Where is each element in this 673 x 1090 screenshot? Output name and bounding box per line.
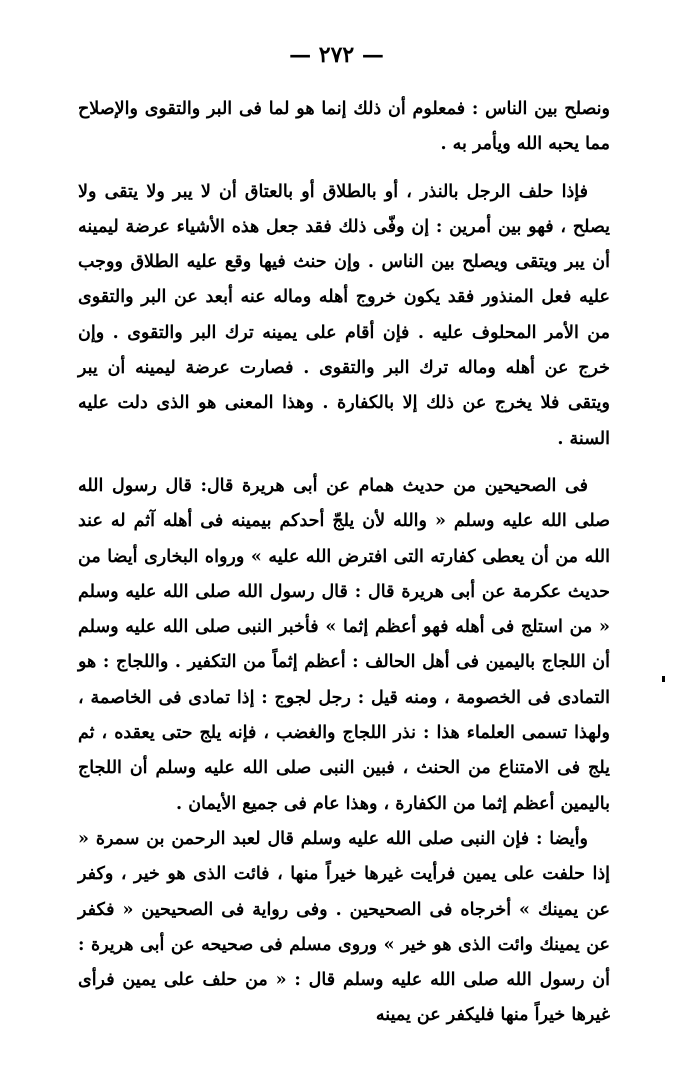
margin-mark <box>662 676 665 682</box>
paragraph-oath-matter: فإذا حلف الرجل بالنذر ، أو بالطلاق أو بالعتاق أن لا يبر ولا يتقى ولا يصلح ، فهو بين أمرين : إن وفّى ذلك فقد جعل هذه الأشياء عرضة ليمينه أن يبر ويتقى ويصلح بين الناس . وإن حنث فيها وقع عليه الطلاق ووجب عليه فعل المنذور فقد يكون خروج أهله وماله عنه أبعد عن البر والتقوى من الأمر المحلوف عليه . فإن أقام على يمينه ترك البر والتقوى . وإن خرج عن أهله وماله ترك البر والتقوى . فصارت عرضة ليمينه أن يبر ويتقى فلا يخرج عن ذلك إلا بالكفارة . وهذا المعنى هو الذى دلت عليه السنة . <box>78 181 610 449</box>
paragraph-abdulrahman-hadith: وأيضا : فإن النبى صلى الله عليه وسلم قال لعبد الرحمن بن سمرة « إذا حلفت على يمين فرأيت غيرها خيراً منها ، فائت الذى هو خير ، وكفر عن يمينك » أخرجاه فى الصحيحين . وفى رواية فى الصحيحين « فكفر عن يمينك وائت الذى هو خير » وروى مسلم فى صحيحه عن أبى هريرة : أن رسول الله صلى الله عليه وسلم قال : « من حلف على يمين فرأى غيرها خيراً منها فليكفر عن يمينه <box>78 828 610 1026</box>
body-text <box>78 92 610 1034</box>
page-number: — ٢٧٢ — <box>289 42 384 68</box>
paragraph-continuation: ونصلح بين الناس : فمعلوم أن ذلك إنما هو لما فى البر والتقوى والإصلاح مما يحبه الله ويأمر به . <box>78 99 610 155</box>
paragraph-hadith-sahihain: فى الصحيحين من حديث همام عن أبى هريرة قال: قال رسول الله صلى الله عليه وسلم « والله لأن يلجّ أحدكم بيمينه فى أهله آثم له عند الله من أن يعطى كفارته التى افترض الله عليه » ورواه البخارى أيضا من حديث عكرمة عن أبى هريرة قال : قال رسول الله صلى الله عليه وسلم « من استلج فى أهله فهو أعظم إثما » فأخبر النبى صلى الله عليه وسلم أن اللجاج باليمين فى أهل الحالف : أعظم إثماً من التكفير . واللجاج : هو التمادى فى الخصومة ، ومنه قيل : رجل لجوج : إذا تمادى فى الخاصمة ، ولهذا تسمى العلماء هذا : نذر اللجاج والغضب ، فإنه يلج حتى يعقده ، ثم يلج فى الامتناع من الحنث ، فبين النبى صلى الله عليه وسلم أن اللجاج باليمين أعظم إثما من الكفارة ، وهذا عام فى جميع الأيمان . <box>78 475 610 814</box>
